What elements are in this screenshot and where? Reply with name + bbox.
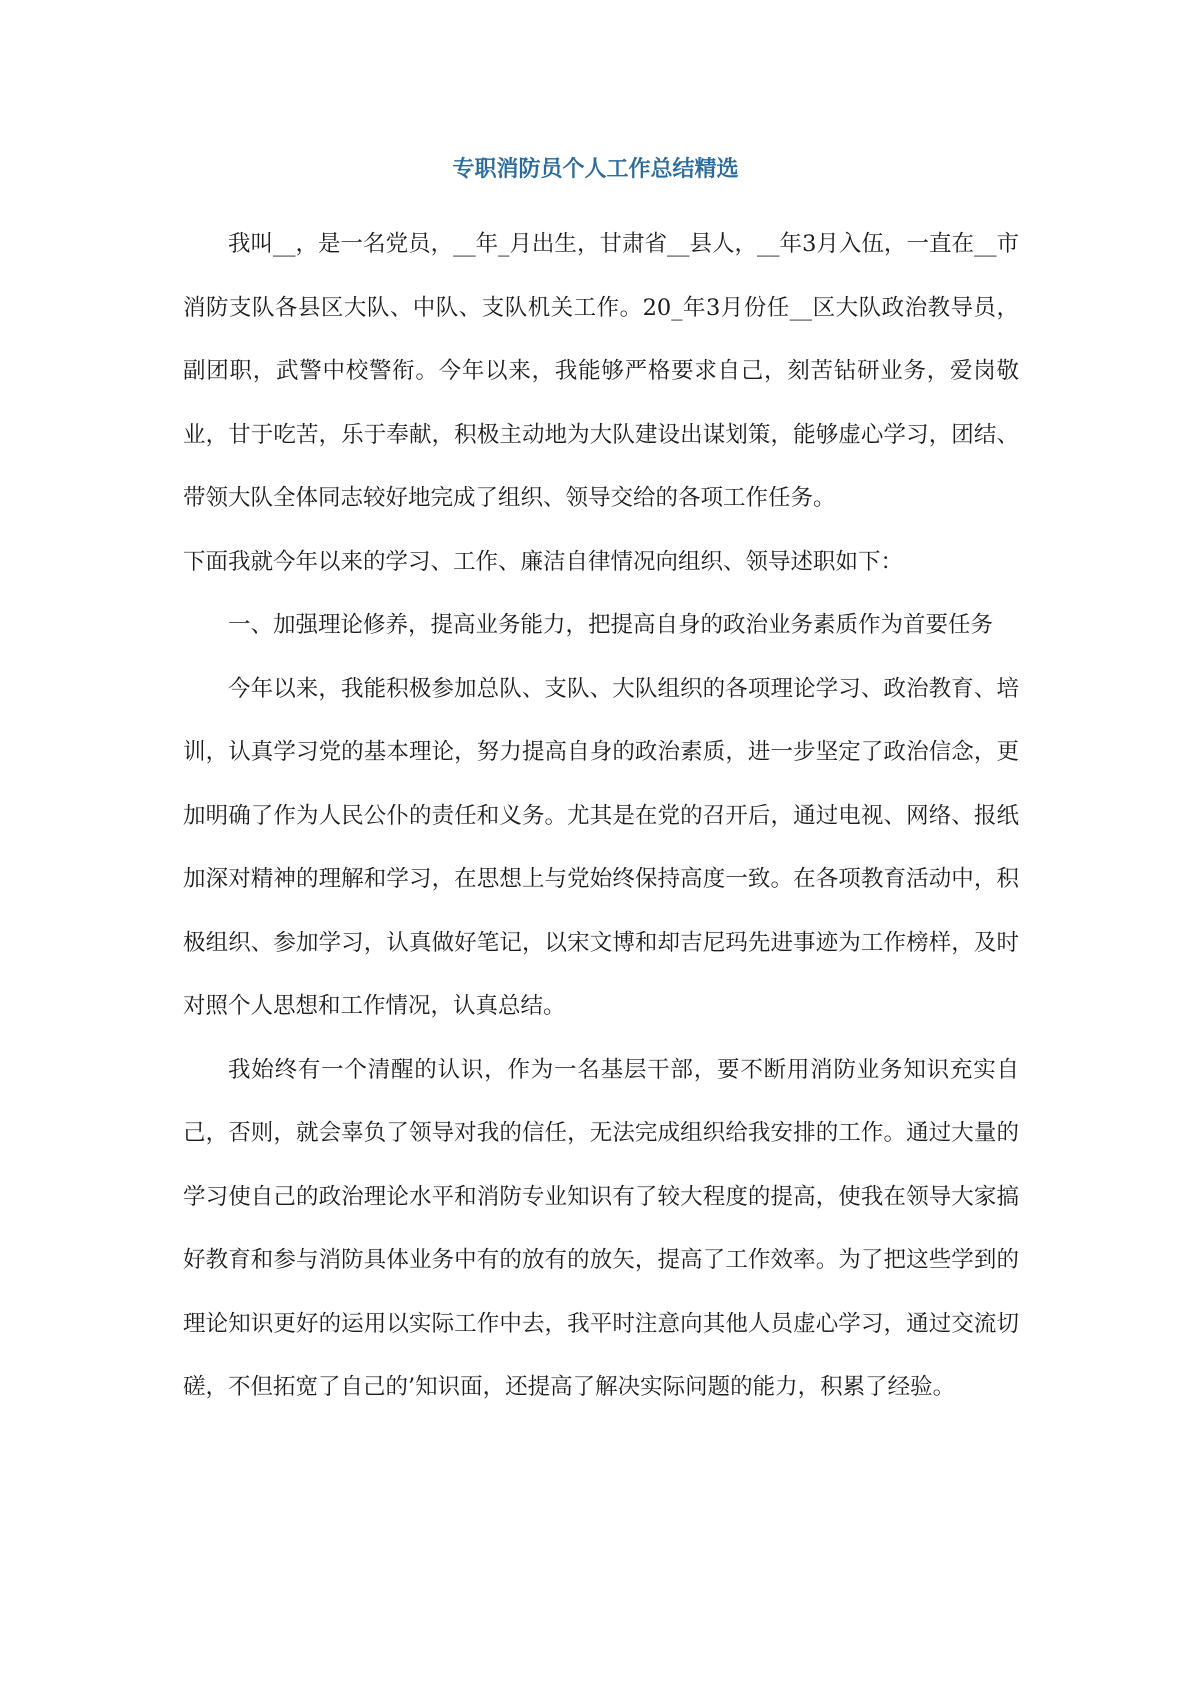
section-heading-1: 一、加强理论修养，提高业务能力，把提高自身的政治业务素质作为首要任务 — [228, 612, 994, 638]
document-body — [183, 213, 1019, 1420]
document-title: 专职消防员个人工作总结精选 — [452, 156, 739, 182]
paragraph-study: 今年以来，我能积极参加总队、支队、大队组织的各项理论学习、政治教育、培训，认真学习党的基本理论，努力提高自身的政治素质，进一步坚定了政治信念，更加明确了作为人民公仆的责任和义务。尤其是在党的召开后，通过电视、网络、报纸加深对精神的理解和学习，在思想上与党始终保持高度一致。在各项教育活动中，积极组织、参加学习，认真做好笔记，以宋文博和却吉尼玛先进事迹为工作榜样，及时对照个人思想和工作情况，认真总结。 — [183, 675, 1019, 1019]
paragraph-intro: 我叫__，是一名党员，__年_月出生，甘肃省__县人，__年3月入伍，一直在__市消防支队各县区大队、中队、支队机关工作。20_年3月份任__区大队政治教导员，副团职，武警中校警衔。今年以来，我能够严格要求自己，刻苦钻研业务，爱岗敬业，甘于吃苦，乐于奉献，积极主动地为大队建设出谋划策，能够虚心学习，团结、带领大队全体同志较好地完成了组织、领导交给的各项工作任务。 — [183, 231, 1019, 511]
paragraph-awareness: 我始终有一个清醒的认识，作为一名基层干部，要不断用消防业务知识充实自己，否则，就会辜负了领导对我的信任，无法完成组织给我安排的工作。通过大量的学习使自己的政治理论水平和消防专业知识有了较大程度的提高，使我在领导大家搞好教育和参与消防具体业务中有的放有的放矢，提高了工作效率。为了把这些学到的理论知识更好的运用以实际工作中去，我平时注意向其他人员虚心学习，通过交流切磋，不但拓宽了自己的’知识面，还提高了解决实际问题的能力，积累了经验。 — [183, 1056, 1019, 1400]
paragraph-report-lead: 下面我就今年以来的学习、工作、廉洁自律情况向组织、领导述职如下： — [183, 548, 904, 575]
